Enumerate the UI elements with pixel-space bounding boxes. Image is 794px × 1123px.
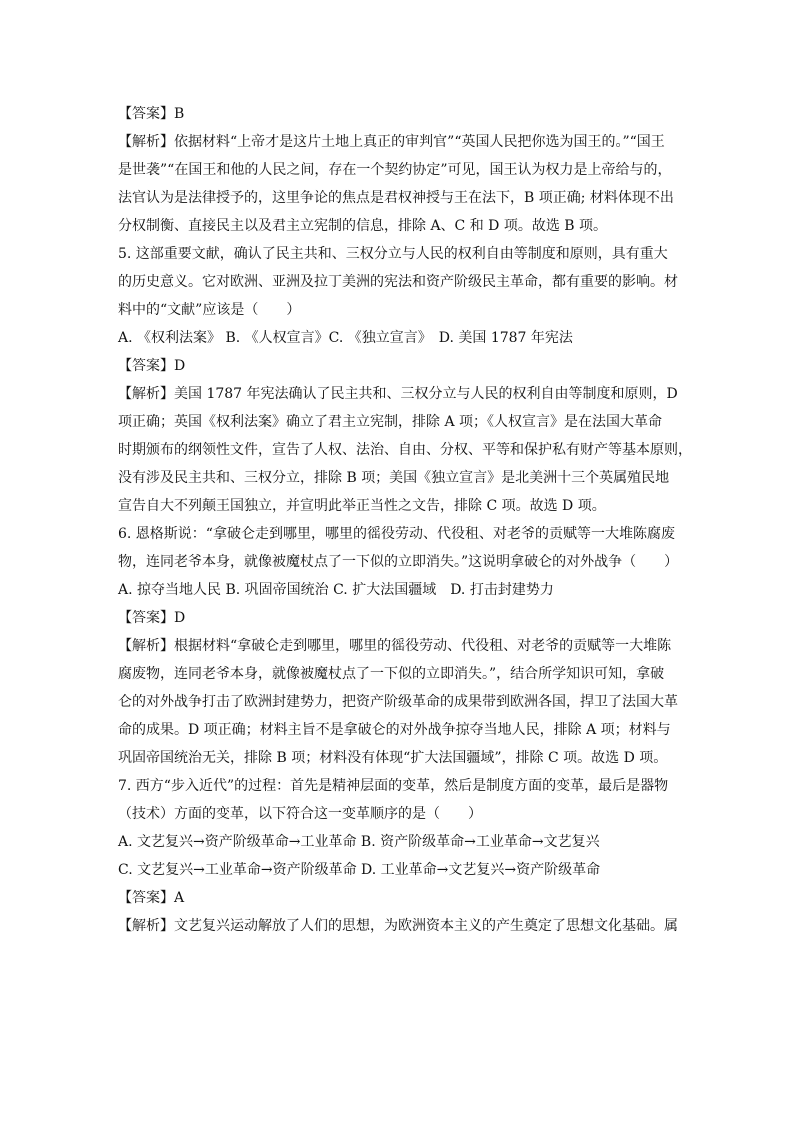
- text-line: C. 文艺复兴→工业革命→资产阶级革命 D. 工业革命→文艺复兴→资产阶级革命: [118, 862, 601, 878]
- text-line: 【答案】B: [118, 106, 185, 122]
- text-line: 项正确；英国《权利法案》确立了君主立宪制，排除 A 项；《人权宣言》是在法国大革命: [118, 414, 663, 430]
- text-line: 时期颁布的纲领性文件，宣告了人权、法治、自由、分权、平等和保护私有财产等基本原则，: [118, 442, 692, 458]
- document-page: [118, 100, 692, 940]
- text-line: 物，连同老爷本身，就像被魔杖点了一下似的立即消失。”这说明拿破仑的对外战争（ ）: [118, 554, 679, 570]
- text-line: 【解析】文艺复兴运动解放了人们的思想，为欧洲资本主义的产生奠定了思想文化基础。属: [118, 918, 678, 934]
- text-line: A. 《权利法案》 B. 《人权宣言》C. 《独立宣言》 D. 美国 1787 年宪法: [118, 330, 573, 346]
- text-line: 的历史意义。它对欧洲、亚洲及拉丁美洲的宪法和资产阶级民主革命，都有重要的影响。材: [118, 274, 678, 290]
- text-line: 分权制衡、直接民主以及君主立宪制的信息，排除 A、C 和 D 项。故选 B 项。: [118, 218, 608, 234]
- text-line: 巩固帝国统治无关，排除 B 项；材料没有体现“扩大法国疆域”，排除 C 项。故选 D 项。: [118, 750, 668, 766]
- text-line: 【答案】D: [118, 610, 186, 626]
- text-line: 5. 这部重要文献，确认了民主共和、三权分立与人民的权利自由等制度和原则，具有重大: [118, 246, 668, 262]
- text-line: A. 文艺复兴→资产阶级革命→工业革命 B. 资产阶级革命→工业革命→文艺复兴: [118, 834, 600, 850]
- text-line: 7. 西方“步入近代”的过程：首先是精神层面的变革，然后是制度方面的变革，最后是器物: [118, 778, 669, 794]
- text-line: 腐废物，连同老爷本身，就像被魔杖点了一下似的立即消失。”，结合所学知识可知，拿破: [118, 666, 665, 682]
- text-line: 法官认为是法律授予的，这里争论的焦点是君权神授与王在法下，B 项正确; 材料体现不出: [118, 190, 674, 206]
- text-line: 没有涉及民主共和、三权分立，排除 B 项；美国《独立宣言》是北美洲十三个英属殖民地: [118, 470, 670, 486]
- text-line: 6. 恩格斯说：“拿破仑走到哪里，哪里的徭役劳动、代役租、对老爷的贡赋等一大堆陈腐废: [118, 526, 675, 542]
- text-line: （技术）方面的变革，以下符合这一变革顺序的是（ ）: [118, 806, 482, 822]
- text-line: 【答案】D: [118, 358, 186, 374]
- text-line: 仑的对外战争打击了欧洲封建势力，把资产阶级革命的成果带到欧洲各国，捍卫了法国大革: [118, 694, 678, 710]
- text-line: 料中的“文献”应该是（ ）: [118, 302, 301, 318]
- text-line: 命的成果。D 项正确；材料主旨不是拿破仑的对外战争掠夺当地人民，排除 A 项；材料与: [118, 722, 671, 738]
- text-line: 是世袭”“在国王和他的人民之间，存在一个契约协定”可见，国王认为权力是上帝给与的，: [118, 162, 672, 178]
- text-line: 宣告自大不列颠王国独立，并宣明此举正当性之文告，排除 C 项。故选 D 项。: [118, 498, 606, 514]
- text-line: 【解析】依据材料“上帝才是这片土地上真正的审判官”“英国人民把你选为国王的。”“国王: [118, 134, 665, 150]
- text-line: A. 掠夺当地人民 B. 巩固帝国统治 C. 扩大法国疆域 D. 打击封建势力: [118, 582, 554, 598]
- text-line: 【解析】根据材料“拿破仑走到哪里，哪里的徭役劳动、代役租、对老爷的贡赋等一大堆陈: [118, 638, 672, 654]
- text-line: 【答案】A: [118, 890, 185, 906]
- text-line: 【解析】美国 1787 年宪法确认了民主共和、三权分立与人民的权利自由等制度和原则，D: [118, 386, 678, 402]
